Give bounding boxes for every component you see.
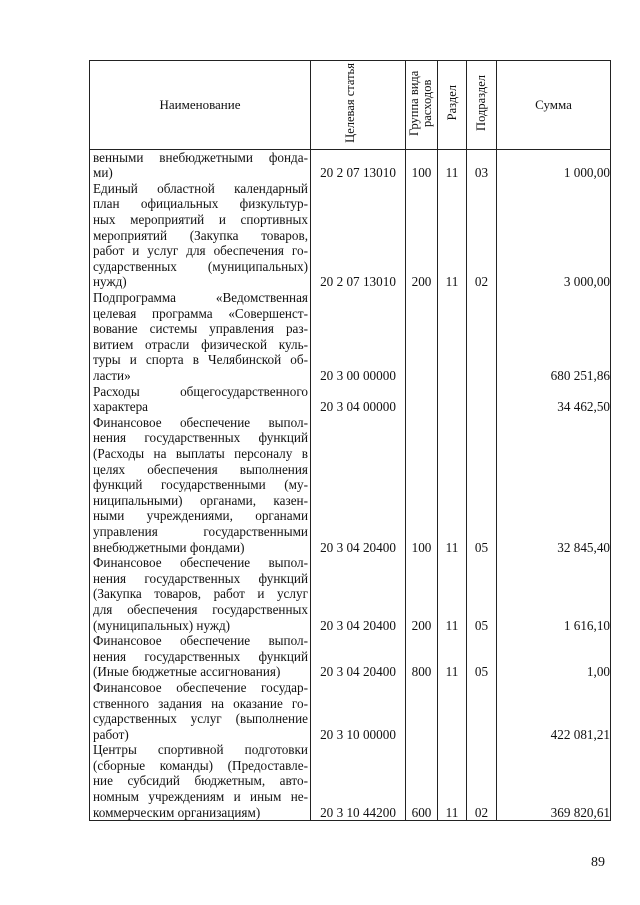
table-row: [90, 149, 611, 181]
header-sum-label: Сумма: [535, 97, 572, 112]
row-name: [90, 633, 311, 680]
row-name-line: ными учреждениями, органами: [93, 508, 308, 524]
row-sum: 422 081,21: [497, 680, 611, 742]
row-name: [90, 384, 311, 415]
row-group: 800: [406, 633, 438, 680]
row-name-line: работ и услуг для обеспечения го-: [93, 243, 308, 259]
row-group: [406, 384, 438, 415]
row-code: 20 2 07 13010: [311, 181, 406, 290]
row-name-line: ми): [93, 165, 113, 181]
row-code: 20 3 04 00000: [311, 384, 406, 415]
header-subsection: [467, 61, 497, 150]
row-subsection: 03: [467, 149, 497, 181]
page-number: 89: [591, 855, 605, 870]
header-code: [311, 61, 406, 150]
row-name-line: (сборные команды) (Предоставле-: [93, 757, 308, 773]
row-sum: 1,00: [497, 633, 611, 680]
header-group-label: Группа вида расходов: [406, 70, 434, 136]
row-sum: 369 820,61: [497, 742, 611, 820]
table-row: [90, 742, 611, 820]
row-name-line: характера: [93, 399, 149, 415]
row-group: [406, 290, 438, 384]
row-name: [90, 181, 311, 290]
row-name-line: витием отрасли физической куль-: [93, 336, 308, 352]
header-name: [90, 61, 311, 150]
row-subsection: 02: [467, 742, 497, 820]
row-name: [90, 149, 311, 181]
row-section: [438, 680, 467, 742]
row-section: [438, 384, 467, 415]
row-subsection: [467, 290, 497, 384]
row-name-line: (Иные бюджетные ассигнования): [93, 664, 281, 680]
row-name-line: ласти»: [93, 367, 131, 383]
row-name: [90, 415, 311, 555]
row-code: 20 3 04 20400: [311, 633, 406, 680]
row-name-line: управления государственными: [93, 523, 308, 539]
row-name-line: целевая программа «Совершенст-: [93, 305, 308, 321]
row-name-line: Центры спортивной подготовки: [93, 742, 308, 758]
table-row: [90, 415, 611, 555]
row-subsection: 05: [467, 555, 497, 633]
row-subsection: [467, 384, 497, 415]
row-name-line: венными внебюджетными фонда-: [93, 149, 308, 165]
row-name-line: внебюджетными фондами): [93, 539, 245, 555]
row-name-line: (Расходы на выплаты персоналу в: [93, 445, 308, 461]
row-name-line: для обеспечения государственных: [93, 601, 308, 617]
row-section: 11: [438, 149, 467, 181]
row-name-line: туры и спорта в Челябинской об-: [93, 352, 308, 368]
row-name-line: ственного задания на оказание го-: [93, 695, 308, 711]
row-name-line: план официальных физкультур-: [93, 196, 308, 212]
row-group: 100: [406, 149, 438, 181]
row-name-line: нения государственных функций: [93, 570, 308, 586]
row-name: [90, 680, 311, 742]
row-code: 20 3 04 20400: [311, 415, 406, 555]
row-name-line: функций государственными (му-: [93, 477, 308, 493]
header-sum: [497, 61, 611, 150]
row-sum: 32 845,40: [497, 415, 611, 555]
row-name: [90, 742, 311, 820]
row-code: 20 3 10 44200: [311, 742, 406, 820]
row-name: [90, 555, 311, 633]
row-section: 11: [438, 555, 467, 633]
header-section: [438, 61, 467, 150]
row-group: [406, 680, 438, 742]
row-name-line: Подпрограмма «Ведомственная: [93, 289, 308, 305]
row-group: 100: [406, 415, 438, 555]
row-name-line: мероприятий (Закупка товаров,: [93, 227, 308, 243]
row-name-line: целях обеспечения выполнения: [93, 461, 308, 477]
row-subsection: 05: [467, 415, 497, 555]
row-name-line: Финансовое обеспечение государ-: [93, 679, 308, 695]
row-name-line: Финансовое обеспечение выпол-: [93, 555, 308, 571]
row-code: 20 3 10 00000: [311, 680, 406, 742]
row-section: 11: [438, 415, 467, 555]
row-section: 11: [438, 633, 467, 680]
budget-table: [89, 60, 611, 821]
row-name: [90, 290, 311, 384]
table-row: [90, 290, 611, 384]
row-name-line: работ): [93, 726, 129, 742]
row-code: 20 2 07 13010: [311, 149, 406, 181]
row-name-line: нения государственных функций: [93, 648, 308, 664]
row-name-line: нужд): [93, 274, 127, 290]
row-code: 20 3 00 00000: [311, 290, 406, 384]
header-code-label: Целевая статья: [343, 63, 357, 143]
table-row: [90, 680, 611, 742]
header-subsection-label: Подраздел: [474, 75, 488, 131]
header-name-label: Наименование: [159, 97, 241, 112]
row-group: 600: [406, 742, 438, 820]
row-name-line: (Закупка товаров, работ и услуг: [93, 586, 308, 602]
row-section: [438, 290, 467, 384]
table-header-row: [90, 61, 611, 150]
header-group: [406, 61, 438, 150]
row-name-line: ных мероприятий и спортивных: [93, 211, 308, 227]
row-name-line: Расходы общегосударственного: [93, 383, 308, 399]
row-name-line: Финансовое обеспечение выпол-: [93, 633, 308, 649]
row-name-line: Единый областной календарный: [93, 180, 308, 196]
row-group: 200: [406, 181, 438, 290]
row-name-line: сударственных услуг (выполнение: [93, 711, 308, 727]
row-subsection: 02: [467, 181, 497, 290]
row-sum: 1 616,10: [497, 555, 611, 633]
table-row: [90, 384, 611, 415]
row-sum: 680 251,86: [497, 290, 611, 384]
row-subsection: [467, 680, 497, 742]
row-sum: 34 462,50: [497, 384, 611, 415]
row-name-line: нения государственных функций: [93, 430, 308, 446]
row-name-line: сударственных (муниципальных): [93, 258, 308, 274]
row-subsection: 05: [467, 633, 497, 680]
table-row: [90, 555, 611, 633]
table-row: [90, 633, 611, 680]
row-section: 11: [438, 742, 467, 820]
row-name-line: ние субсидий бюджетным, авто-: [93, 773, 308, 789]
row-group: 200: [406, 555, 438, 633]
header-section-label: Раздел: [444, 85, 459, 121]
row-section: 11: [438, 181, 467, 290]
row-name-line: вование системы управления раз-: [93, 321, 308, 337]
row-code: 20 3 04 20400: [311, 555, 406, 633]
row-name-line: номным учреждениям и иным не-: [93, 789, 308, 805]
row-name-line: (муниципальных) нужд): [93, 617, 231, 633]
row-name-line: коммерческим организациям): [93, 804, 261, 820]
row-sum: 3 000,00: [497, 181, 611, 290]
row-name-line: Финансовое обеспечение выпол-: [93, 414, 308, 430]
row-name-line: ниципальными) органами, казен-: [93, 492, 308, 508]
table-row: [90, 181, 611, 290]
table-body: [90, 149, 611, 821]
row-sum: 1 000,00: [497, 149, 611, 181]
